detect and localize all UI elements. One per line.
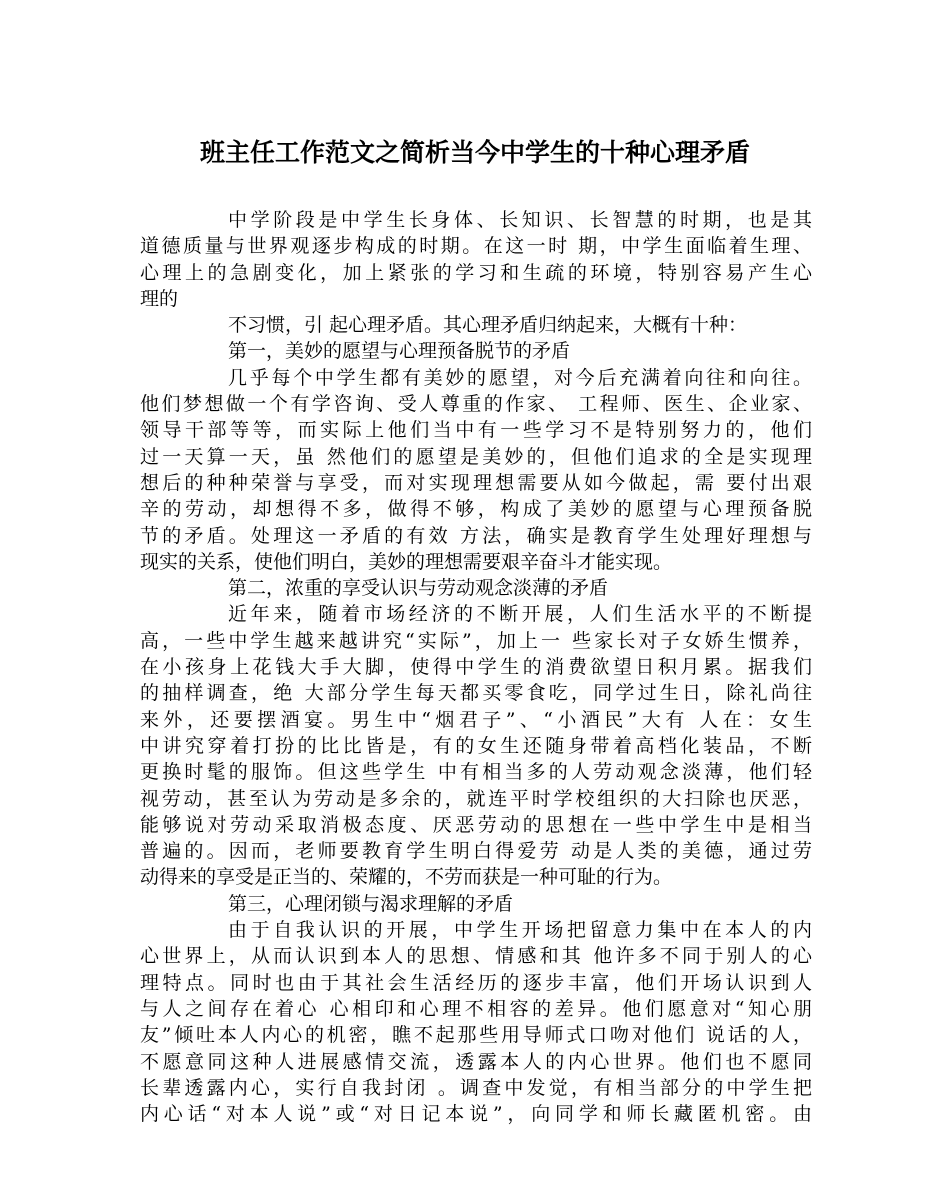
document-title: 班主任工作范文之简析当今中学生的十种心理矛盾 [199, 138, 750, 167]
text-line: 心理上的急剧变化，加上紧张的学习和生疏的环境，特别容易产生心 [140, 261, 812, 284]
text-line: 几乎每个中学生都有美妙的愿望，对今后充满着向往和向往。 [228, 366, 812, 389]
text-line: 过一天算一天，虽 然他们的愿望是美妙的，但他们追求的全是实现理 [140, 445, 812, 468]
text-line: 第三，心理闭锁与渴求理解的矛盾 [228, 892, 514, 915]
text-line: 现实的关系，使他们明白，美妙的理想需要艰辛奋斗才能实现。 [140, 550, 673, 573]
text-line: 中讲究穿着打扮的比比皆是，有的女生还随身带着高档化装品，不断 [140, 734, 812, 757]
text-line: 节的矛盾。处理这一矛盾的有效 方法，确实是教育学生处理好理想与 [140, 524, 812, 547]
text-line: 视劳动，甚至认为劳动是多余的，就连平时学校组织的大扫除也厌恶， [140, 787, 812, 810]
text-line: 的抽样调查，绝 大部分学生每天都买零食吃，同学过生日，除礼尚往 [140, 682, 812, 705]
text-line: 理特点。同时也由于其社会生活经历的逐步丰富，他们开场认识到人 [140, 971, 812, 994]
text-line: 内心话“对本人说”或“对日记本说”，向同学和师长藏匿机密。由 [140, 1103, 812, 1126]
text-line: 道德质量与世界观逐步构成的时期。在这一时 期，中学生面临着生理、 [140, 235, 812, 258]
text-line: 想后的种种荣誉与享受，而对实现理想需要从如今做起，需 要付出艰 [140, 471, 812, 494]
text-line: 与人之间存在着心 心相印和心理不相容的差异。他们愿意对“知心朋 [140, 997, 812, 1020]
text-line: 辛的劳动，却想得不多，做得不够，构成了美妙的愿望与心理预备脱 [140, 498, 812, 521]
text-line: 不习惯，引 起心理矛盾。其心理矛盾归纳起来，大概有十种： [228, 314, 748, 337]
text-line: 普遍的。因而，老师要教育学生明白得爱劳 动是人类的美德，通过劳 [140, 840, 812, 863]
text-line: 更换时髦的服饰。但这些学生 中有相当多的人劳动观念淡薄，他们轻 [140, 761, 812, 784]
text-line: 中学阶段是中学生长身体、长知识、长智慧的时期，也是其 [228, 209, 812, 231]
text-line: 不愿意同这种人进展感情交流，透露本人的内心世界。他们也不愿同 [140, 1050, 812, 1073]
text-line: 心世界上，从而认识到本人的思想、情感和其 他许多不同于别人的心 [140, 945, 812, 968]
text-line: 动得来的享受是正当的、荣耀的，不劳而获是一种可耻的行为。 [140, 866, 673, 889]
text-line: 第一，美妙的愿望与心理预备脱节的矛盾 [228, 340, 571, 363]
text-line: 理的 [140, 287, 179, 310]
text-line: 高，一些中学生越来越讲究“实际”，加上一 些家长对子女娇生惯养， [140, 629, 812, 652]
text-line: 在小孩身上花钱大手大脚，使得中学生的消费欲望日积月累。据我们 [140, 656, 812, 679]
text-line: 他们梦想做一个有学咨询、受人尊重的作家、 工程师、医生、企业家、 [140, 393, 812, 416]
text-line: 友”倾吐本人内心的机密，瞧不起那些用导师式口吻对他们 说话的人， [140, 1024, 812, 1047]
text-line: 能够说对劳动采取消极态度、厌恶劳动的思想在一些中学生中是相当 [140, 813, 812, 836]
text-line: 近年来，随着市场经济的不断开展，人们生活水平的不断提 [228, 603, 812, 626]
text-line: 领导干部等等，而实际上他们当中有一些学习不是特别努力的，他们 [140, 419, 812, 442]
text-line: 第二，浓重的享受认识与劳动观念淡薄的矛盾 [228, 577, 609, 600]
text-line: 由于自我认识的开展，中学生开场把留意力集中在本人的内 [228, 919, 812, 942]
text-line: 来外，还要摆酒宴。男生中“烟君子”、“小酒民”大有 人在：女生 [140, 708, 812, 731]
document-body [140, 207, 812, 1127]
text-line: 长辈透露内心，实行自我封闭 。调查中发觉，有相当部分的中学生把 [140, 1076, 812, 1099]
